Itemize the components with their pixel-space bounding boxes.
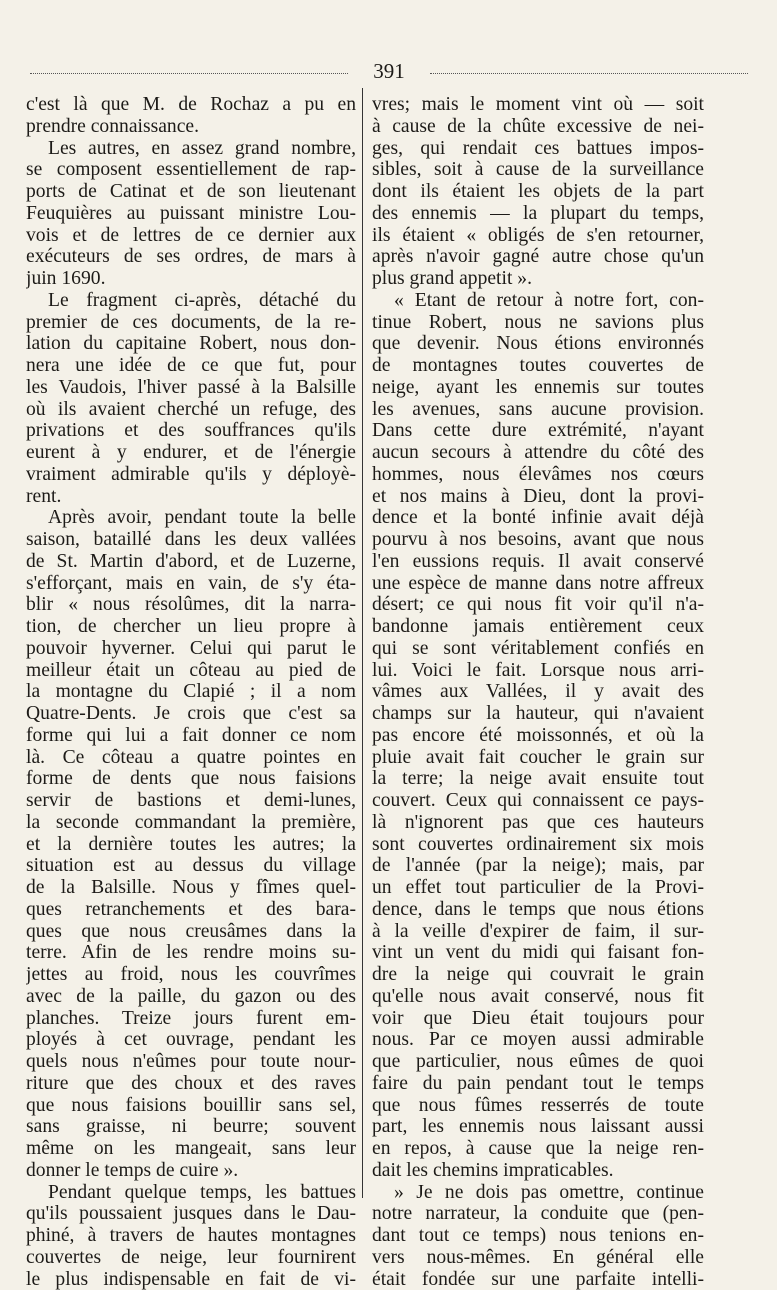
text-line: l'en eussions requis. Il avait conservé bbox=[372, 551, 704, 573]
text-line: hommes, nous élevâmes nos cœurs bbox=[372, 464, 704, 486]
text-line: vâmes aux Vallées, il y avait des bbox=[372, 681, 704, 703]
text-line: des ennemis — la plupart du temps, bbox=[372, 203, 704, 225]
text-line: Les autres, en assez grand nombre, bbox=[26, 138, 356, 160]
text-line: que nous fûmes resserrés de toute bbox=[372, 1095, 704, 1117]
text-line: à la veille d'expirer de faim, il sur- bbox=[372, 921, 704, 943]
text-line: que devenir. Nous étions environnés bbox=[372, 333, 704, 355]
text-line: vers nous-mêmes. En général elle bbox=[372, 1247, 704, 1269]
text-line: blir « nous résolûmes, dit la narra- bbox=[26, 594, 356, 616]
text-line: Dans cette dure extrémité, n'ayant bbox=[372, 420, 704, 442]
text-line: pas encore été moissonnés, et où la bbox=[372, 725, 704, 747]
text-line: une espèce de manne dans notre affreux bbox=[372, 573, 704, 595]
text-line: part, les ennemis nous laissant aussi bbox=[372, 1116, 704, 1138]
text-line: ges, qui rendait ces battues impos- bbox=[372, 138, 704, 160]
text-line: ployés à cet ouvrage, pendant les bbox=[26, 1029, 356, 1051]
text-line: ques retranchements et des bara- bbox=[26, 899, 356, 921]
text-line: nera une idée de ce que fut, pour bbox=[26, 355, 356, 377]
text-line: la terre; la neige avait ensuite tout bbox=[372, 768, 704, 790]
text-line: pouvoir hyverner. Celui qui parut le bbox=[26, 638, 356, 660]
text-line: servir de bastions et demi-lunes, bbox=[26, 790, 356, 812]
text-line: riture que des choux et des raves bbox=[26, 1073, 356, 1095]
page-number: 391 bbox=[348, 58, 430, 84]
text-line: c'est là que M. de Rochaz a pu en bbox=[26, 94, 356, 116]
text-line: les avenues, sans aucune provision. bbox=[372, 399, 704, 421]
text-line: Le fragment ci-après, détaché du bbox=[26, 290, 356, 312]
text-line: » Je ne dois pas omettre, continue bbox=[372, 1182, 704, 1204]
text-line: qu'ils poussaient jusques dans le Dau- bbox=[26, 1203, 356, 1225]
text-line: ques que nous creusâmes dans la bbox=[26, 921, 356, 943]
text-line: donner le temps de cuire ». bbox=[26, 1160, 356, 1182]
text-line: tinue Robert, nous ne savions plus bbox=[372, 312, 704, 334]
text-line: sibles, soit à cause de la surveillance bbox=[372, 159, 704, 181]
text-line: Pendant quelque temps, les battues bbox=[26, 1182, 356, 1204]
text-line: faire du pain pendant tout le temps bbox=[372, 1073, 704, 1095]
text-line: prendre connaissance. bbox=[26, 116, 356, 138]
right-column bbox=[372, 94, 704, 1290]
text-line: qui se sont véritablement confiés en bbox=[372, 638, 704, 660]
text-line: saison, bataillé dans les deux vallées bbox=[26, 529, 356, 551]
text-line: couvert. Ceux qui connaissent ce pays- bbox=[372, 790, 704, 812]
text-line: Après avoir, pendant toute la belle bbox=[26, 507, 356, 529]
text-line: terre. Afin de les rendre moins su- bbox=[26, 942, 356, 964]
text-line: s'efforçant, mais en vain, de s'y éta- bbox=[26, 573, 356, 595]
text-line: tion, de chercher un lieu propre à bbox=[26, 616, 356, 638]
header-rule-left bbox=[30, 73, 348, 74]
text-line: un effet tout particulier de la Provi- bbox=[372, 877, 704, 899]
text-line: de montagnes toutes couvertes de bbox=[372, 355, 704, 377]
text-line: planches. Treize jours furent em- bbox=[26, 1008, 356, 1030]
text-line: forme qui lui a fait donner ce nom bbox=[26, 725, 356, 747]
text-line: là n'ignorent pas que ces hauteurs bbox=[372, 812, 704, 834]
text-line: sont couvertes ordinairement six mois bbox=[372, 834, 704, 856]
text-line: bandonne jamais entièrement ceux bbox=[372, 616, 704, 638]
text-line: nous. Par ce moyen aussi admirable bbox=[372, 1029, 704, 1051]
text-line: après n'avoir gagné autre chose qu'un bbox=[372, 246, 704, 268]
text-line: et la dernière toutes les autres; la bbox=[26, 834, 356, 856]
text-line: Quatre-Dents. Je crois que c'est sa bbox=[26, 703, 356, 725]
text-line: vres; mais le moment vint où — soit bbox=[372, 94, 704, 116]
text-line: de la Balsille. Nous y fîmes quel- bbox=[26, 877, 356, 899]
text-line: vint un vent du midi qui faisant fon- bbox=[372, 942, 704, 964]
text-line: meilleur était un côteau au pied de bbox=[26, 660, 356, 682]
header-rule-right bbox=[430, 73, 748, 74]
text-line: privations et des souffrances qu'ils bbox=[26, 420, 356, 442]
left-column bbox=[26, 94, 356, 1290]
text-line: dont ils étaient les objets de la part bbox=[372, 181, 704, 203]
text-line: ils étaient « obligés de s'en retourner, bbox=[372, 225, 704, 247]
text-line: sans graisse, ni beurre; souvent bbox=[26, 1116, 356, 1138]
text-line: de l'année (par la neige); mais, par bbox=[372, 855, 704, 877]
text-line: couvertes de neige, leur fournirent bbox=[26, 1247, 356, 1269]
text-line: dence et la bonté infinie avait déjà bbox=[372, 507, 704, 529]
text-line: la montagne du Clapié ; il a nom bbox=[26, 681, 356, 703]
text-line: jettes au froid, nous les couvrîmes bbox=[26, 964, 356, 986]
text-line: forme de dents que nous faisions bbox=[26, 768, 356, 790]
text-line: pourvu à nos besoins, avant que nous bbox=[372, 529, 704, 551]
text-line: rent. bbox=[26, 486, 356, 508]
text-line: même on les mangeait, sans leur bbox=[26, 1138, 356, 1160]
text-line: exécuteurs de ses ordres, de mars à bbox=[26, 246, 356, 268]
text-line: notre narrateur, la conduite que (pen- bbox=[372, 1203, 704, 1225]
text-line: voir que Dieu était toujours pour bbox=[372, 1008, 704, 1030]
text-line: Feuquières au puissant ministre Lou- bbox=[26, 203, 356, 225]
text-line: premier de ces documents, de la re- bbox=[26, 312, 356, 334]
text-line: dre la neige qui couvrait le grain bbox=[372, 964, 704, 986]
text-line: juin 1690. bbox=[26, 268, 356, 290]
text-line: était fondée sur une parfaite intelli- bbox=[372, 1269, 704, 1290]
text-line: en repos, à cause que la neige ren- bbox=[372, 1138, 704, 1160]
text-line: pluie avait fait coucher le grain sur bbox=[372, 747, 704, 769]
text-line: champs sur la hauteur, qui n'avaient bbox=[372, 703, 704, 725]
text-line: et nos mains à Dieu, dont la provi- bbox=[372, 486, 704, 508]
text-line: où ils avaient cherché un refuge, des bbox=[26, 399, 356, 421]
text-line: qu'elle nous avait conservé, nous fit bbox=[372, 986, 704, 1008]
text-line: le plus indispensable en fait de vi- bbox=[26, 1269, 356, 1290]
text-line: avec de la paille, du gazon ou des bbox=[26, 986, 356, 1008]
text-line: vois et de lettres de ce dernier aux bbox=[26, 225, 356, 247]
column-divider bbox=[362, 88, 363, 1198]
text-line: aucun secours à attendre du côté des bbox=[372, 442, 704, 464]
text-line: les Vaudois, l'hiver passé à la Balsille bbox=[26, 377, 356, 399]
text-line: là. Ce côteau a quatre pointes en bbox=[26, 747, 356, 769]
text-line: à cause de la chûte excessive de nei- bbox=[372, 116, 704, 138]
text-line: de St. Martin d'abord, et de Luzerne, bbox=[26, 551, 356, 573]
text-line: lui. Voici le fait. Lorsque nous arri- bbox=[372, 660, 704, 682]
text-line: la seconde commandant la première, bbox=[26, 812, 356, 834]
text-line: situation est au dessus du village bbox=[26, 855, 356, 877]
text-line: plus grand appetit ». bbox=[372, 268, 704, 290]
text-line: eurent à y endurer, et de l'énergie bbox=[26, 442, 356, 464]
text-line: phiné, à travers de hautes montagnes bbox=[26, 1225, 356, 1247]
text-line: lation du capitaine Robert, nous don- bbox=[26, 333, 356, 355]
text-line: que particulier, nous eûmes de quoi bbox=[372, 1051, 704, 1073]
text-line: neige, ayant les ennemis sur toutes bbox=[372, 377, 704, 399]
text-line: quels nous n'eûmes pour toute nour- bbox=[26, 1051, 356, 1073]
text-line: dant tout ce temps) nous tenions en- bbox=[372, 1225, 704, 1247]
text-line: que nous faisions bouillir sans sel, bbox=[26, 1095, 356, 1117]
text-line: ports de Catinat et de son lieutenant bbox=[26, 181, 356, 203]
text-line: « Etant de retour à notre fort, con- bbox=[372, 290, 704, 312]
text-line: désert; ce qui nous fit voir qu'il n'a- bbox=[372, 594, 704, 616]
text-line: vraiment admirable qu'ils y déployè- bbox=[26, 464, 356, 486]
page-header bbox=[30, 58, 748, 84]
text-line: dence, dans le temps que nous étions bbox=[372, 899, 704, 921]
text-line: se composent essentiellement de rap- bbox=[26, 159, 356, 181]
text-line: dait les chemins impraticables. bbox=[372, 1160, 704, 1182]
